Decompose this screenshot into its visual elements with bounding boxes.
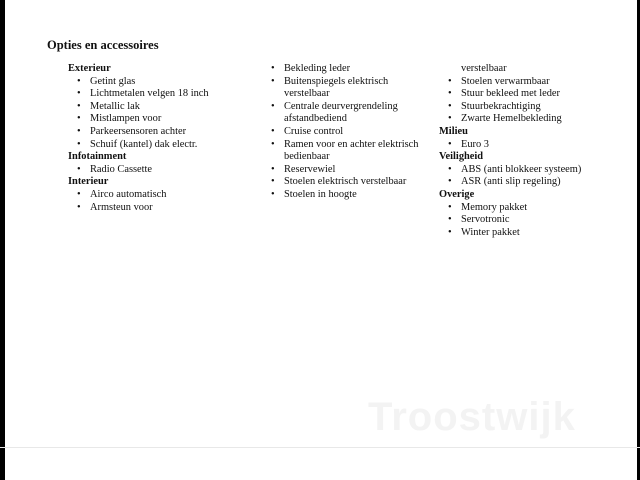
- options-column-1: [68, 63, 238, 214]
- section-title-veiligheid: Veiligheid: [439, 151, 484, 163]
- list-item: • Stuurbekrachtiging: [439, 101, 609, 114]
- list-item: • ASR (anti slip regeling): [439, 176, 609, 189]
- interieur-list-continued-2: [439, 76, 609, 126]
- section-title-milieu: Milieu: [439, 125, 468, 137]
- list-item: • Winter pakket: [439, 227, 609, 240]
- list-item: • Zwarte Hemelbekleding: [439, 113, 609, 126]
- list-item: • Metallic lak: [68, 101, 238, 114]
- list-item: • Cruise control: [262, 126, 422, 139]
- interieur-list-continued: [262, 63, 422, 202]
- overige-list: [439, 202, 609, 240]
- exterieur-list: [68, 76, 238, 152]
- list-item: • Airco automatisch: [68, 189, 238, 202]
- list-item: • Reservewiel: [262, 164, 422, 177]
- veiligheid-list: [439, 164, 609, 189]
- list-item: • Stoelen in hoogte: [262, 189, 422, 202]
- list-item: • Stoelen elektrisch verstelbaar: [262, 176, 422, 189]
- list-item: • Lichtmetalen velgen 18 inch: [68, 88, 238, 101]
- list-item: • Stuur bekleed met leder: [439, 88, 609, 101]
- section-title-overige: Overige: [439, 188, 475, 200]
- bottom-divider: [0, 447, 640, 448]
- interieur-list: [68, 189, 238, 214]
- list-item: • Parkeersensoren achter: [68, 126, 238, 139]
- list-item-continuation: verstelbaar: [461, 63, 507, 74]
- section-title-interieur: Interieur: [68, 176, 109, 188]
- list-item: • Stoelen verwarmbaar: [439, 76, 609, 89]
- section-title-exterieur: Exterieur: [68, 63, 111, 74]
- list-item: • Mistlampen voor: [68, 113, 238, 126]
- list-item: • Schuif (kantel) dak electr.: [68, 139, 238, 152]
- page-title: Opties en accessoires: [47, 38, 159, 52]
- list-item: • Euro 3: [439, 139, 609, 152]
- options-column-3: [439, 63, 609, 239]
- list-item: • Bekleding leder: [262, 63, 422, 76]
- section-title-infotainment: Infotainment: [68, 151, 127, 163]
- list-item: • ABS (anti blokkeer systeem): [439, 164, 609, 177]
- list-item: • Centrale deurvergrendeling afstandbediend: [262, 101, 422, 126]
- watermark-logo: Troostwijk: [368, 395, 576, 439]
- left-frame-border: [0, 0, 5, 480]
- list-item: • Ramen voor en achter elektrisch bedienbaar: [262, 139, 422, 164]
- milieu-list: [439, 139, 609, 152]
- options-column-2: [262, 63, 422, 202]
- list-item: • Buitenspiegels elektrisch verstelbaar: [262, 76, 422, 101]
- list-item: • Radio Cassette: [68, 164, 238, 177]
- list-item: • Memory pakket: [439, 202, 609, 215]
- list-item: • Getint glas: [68, 76, 238, 89]
- list-item: • Servotronic: [439, 214, 609, 227]
- list-item: • Armsteun voor: [68, 202, 238, 215]
- infotainment-list: [68, 164, 238, 177]
